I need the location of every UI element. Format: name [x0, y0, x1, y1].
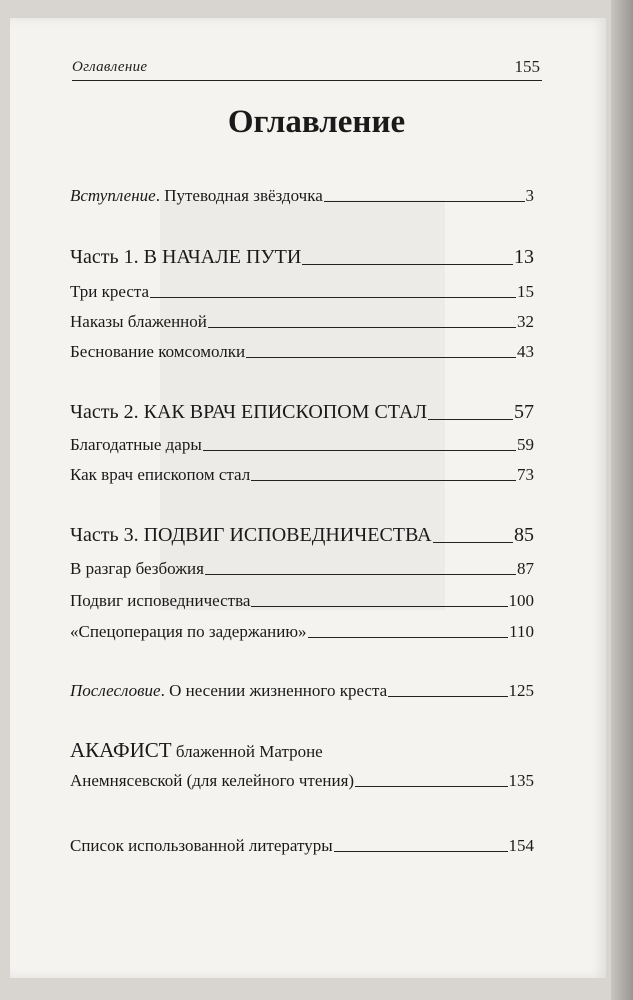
toc-entry[interactable]	[70, 591, 534, 611]
toc-entry[interactable]	[70, 622, 534, 642]
leader-line	[251, 605, 507, 607]
toc-entry-part3[interactable]	[70, 524, 534, 547]
leader-line	[203, 449, 516, 451]
toc-entry-label: Список использованной литературы	[70, 836, 333, 855]
toc-entry-label: Послесловие. О несении жизненного креста	[70, 681, 388, 700]
leader-line	[302, 263, 513, 265]
toc-entry-part1[interactable]	[70, 246, 534, 269]
toc-entry[interactable]	[70, 312, 534, 332]
leader-line	[388, 695, 507, 697]
toc-entry-label: АКАФИСТ блаженной Матроне	[70, 738, 323, 762]
leader-line	[251, 479, 516, 481]
leader-line	[428, 418, 513, 420]
toc-entry[interactable]	[70, 342, 534, 362]
toc-entry-page: 135	[508, 771, 534, 790]
toc-entry-akathist-line2[interactable]	[70, 771, 534, 791]
leader-line	[246, 356, 516, 358]
toc-entry-label: Часть 1. В НАЧАЛЕ ПУТИ	[70, 246, 302, 268]
toc-entry-label: Вступление. Путеводная звёздочка	[70, 186, 323, 205]
toc-entry-page: 15	[517, 282, 534, 301]
leader-line	[150, 296, 516, 298]
toc-entry-afterword[interactable]	[70, 681, 534, 701]
toc-entry-page: 13	[514, 246, 534, 268]
toc-entry-page: 87	[517, 559, 534, 578]
toc-entry-akathist-line1[interactable]	[70, 738, 534, 763]
leader-line	[355, 785, 507, 787]
toc-entry-label: Благодатные дары	[70, 435, 202, 454]
toc-entry-label: «Спецоперация по задержанию»	[70, 622, 307, 641]
leader-line	[334, 850, 508, 852]
toc-entry-label: Как врач епископом стал	[70, 465, 251, 484]
toc-entry-label: Наказы блаженной	[70, 312, 207, 331]
toc-entry-intro[interactable]	[70, 186, 534, 206]
running-header	[72, 58, 542, 81]
toc-entry-page: 59	[517, 435, 534, 454]
leader-line	[205, 573, 516, 575]
toc-entry-bibliography[interactable]	[70, 836, 534, 856]
toc-entry-label: В разгар безбожия	[70, 559, 204, 578]
toc-entry-page: 154	[508, 836, 534, 855]
toc-entry-label: Часть 3. ПОДВИГ ИСПОВЕДНИЧЕСТВА	[70, 524, 432, 546]
leader-line	[324, 200, 525, 202]
running-header-title: Оглавление	[72, 59, 148, 75]
toc-entry-page: 100	[508, 591, 534, 610]
toc-entry-label: Три креста	[70, 282, 150, 301]
leader-line	[208, 326, 516, 328]
toc-entry-label: Подвиг исповедничества	[70, 591, 251, 610]
toc-entry[interactable]	[70, 559, 534, 579]
toc-entry-page: 73	[517, 465, 534, 484]
toc-entry-page: 32	[517, 312, 534, 331]
toc-entry-page: 57	[514, 401, 534, 423]
toc-entry[interactable]	[70, 282, 534, 302]
toc-entry-part2[interactable]	[70, 401, 534, 424]
toc-entry-page: 110	[509, 622, 534, 641]
toc-entry-label: Беснование комсомолки	[70, 342, 246, 361]
page-number: 155	[514, 57, 540, 76]
toc-entry[interactable]	[70, 465, 534, 485]
leader-line	[308, 636, 509, 638]
leader-line	[433, 541, 513, 543]
toc-entry-label: Анемнясевской (для келейного чтения)	[70, 771, 355, 790]
toc-entry-page: 43	[517, 342, 534, 361]
toc-entry-page: 3	[525, 186, 534, 205]
toc-entry-page: 85	[514, 524, 534, 546]
toc-entry-label: Часть 2. КАК ВРАЧ ЕПИСКОПОМ СТАЛ	[70, 401, 428, 423]
toc-entry[interactable]	[70, 435, 534, 455]
toc-entry-page: 125	[508, 681, 534, 700]
page-edge	[611, 0, 633, 1000]
page-title: Оглавление	[227, 104, 406, 140]
